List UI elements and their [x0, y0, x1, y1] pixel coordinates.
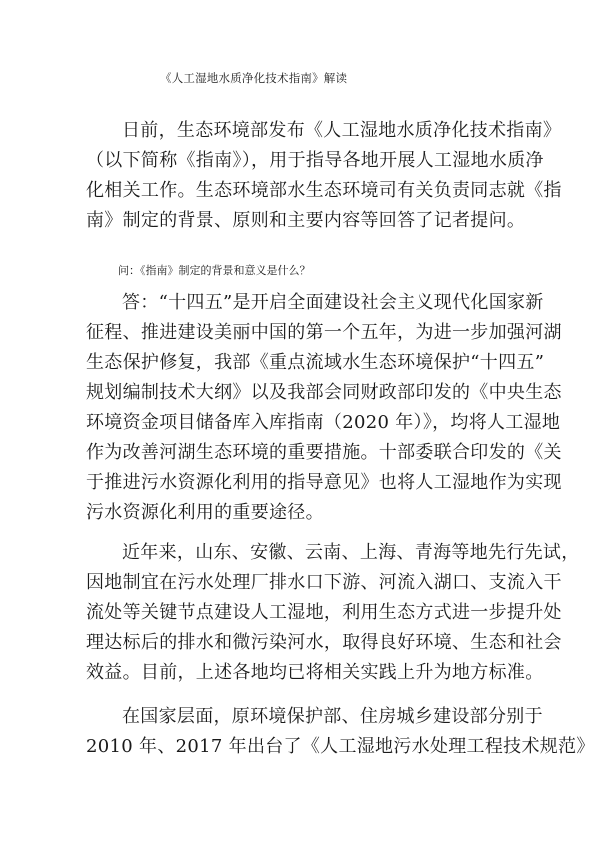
answer-line: 征程、推进建设美丽中国的第一个五年，为进一步加强河湖 [86, 322, 562, 343]
answer-paragraph-1 [86, 288, 562, 528]
question-heading: 问：《指南》制定的背景和意义是什么？ [118, 264, 311, 277]
answer-line: 近年来，山东、安徽、云南、上海、青海等地先行先试， [122, 542, 580, 563]
document-title: 《人工湿地水质净化技术指南》解读 [160, 71, 348, 85]
answer-line: 环境资金项目储备库入库指南（2020 年）》，均将人工湿地 [86, 412, 561, 433]
answer-line: 于推进污水资源化利用的指导意见》也将人工湿地作为实现 [86, 472, 562, 493]
answer-line: 理达标后的排水和微污染河水，取得良好环境、生态和社会 [86, 632, 562, 653]
intro-line: 南》制定的背景、原则和主要内容等回答了记者提问。 [86, 210, 526, 231]
answer-line: 污水资源化利用的重要途径。 [86, 502, 324, 523]
answer-line: 因地制宜在污水处理厂排水口下游、河流入湖口、支流入干 [86, 572, 562, 593]
answer-line: 流处等关键节点建设人工湿地，利用生态方式进一步提升处 [86, 602, 562, 623]
answer-line: 生态保护修复，我部《重点流域水生态环境保护“十四五” [86, 352, 545, 373]
intro-line: （以下简称《指南》），用于指导各地开展人工湿地水质净 [86, 150, 544, 171]
intro-line: 日前，生态环境部发布《人工湿地水质净化技术指南》 [122, 120, 562, 141]
intro-line: 化相关工作。生态环境部水生态环境司有关负责同志就《指 [86, 180, 562, 201]
answer-paragraph-2 [86, 538, 580, 688]
answer-line: 作为改善河湖生态环境的重要措施。十部委联合印发的《关 [86, 442, 562, 463]
answer-line: 2010 年、2017 年出台了《人工湿地污水处理工程技术规范》 [86, 736, 595, 757]
answer-line: 效益。目前，上述各地均已将相关实践上升为地方标准。 [86, 662, 544, 683]
answer-line: 规划编制技术大纲》以及我部会同财政部印发的《中央生态 [86, 382, 562, 403]
intro-paragraph [86, 116, 562, 236]
answer-line: 在国家层面，原环境保护部、住房城乡建设部分别于 [122, 706, 543, 727]
answer-line: 答：“十四五”是开启全面建设社会主义现代化国家新 [122, 292, 544, 313]
answer-paragraph-3 [86, 702, 595, 762]
